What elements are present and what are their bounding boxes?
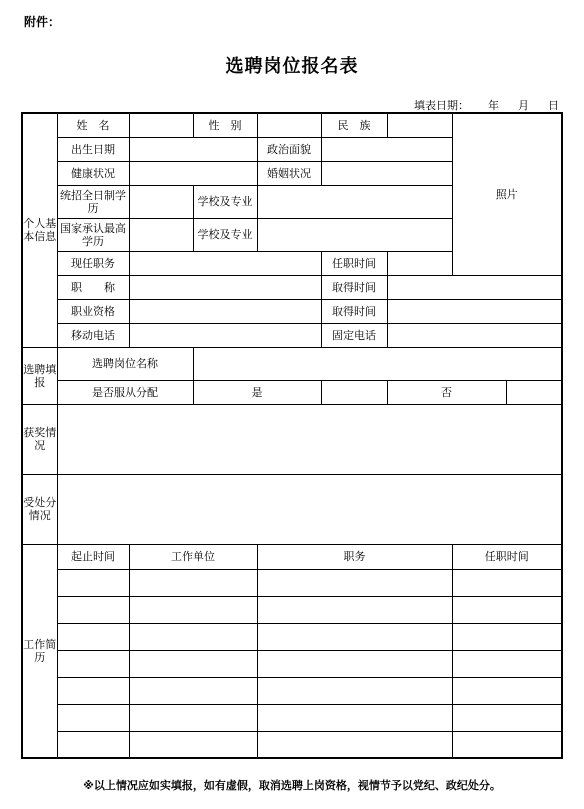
work-employer-cell[interactable]	[129, 677, 257, 704]
work-row	[22, 677, 562, 704]
ethnicity-label: 民 族	[321, 113, 387, 137]
recognized-edu-value[interactable]	[129, 218, 193, 251]
work-row	[22, 623, 562, 650]
work-appointment-time-cell[interactable]	[452, 731, 562, 758]
work-employer-cell[interactable]	[129, 731, 257, 758]
work-header-period: 起止时间	[57, 544, 129, 569]
marital-status-label: 婚姻状况	[257, 161, 321, 185]
fill-date-year: 年	[488, 99, 499, 112]
discipline-value[interactable]	[57, 474, 562, 544]
form-title: 选聘岗位报名表	[225, 56, 359, 77]
work-employer-cell[interactable]	[129, 704, 257, 731]
accept-no-label: 否	[387, 380, 506, 404]
health-label: 健康状况	[57, 161, 129, 185]
health-value[interactable]	[129, 161, 257, 185]
work-position-cell[interactable]	[257, 623, 452, 650]
accept-no-box[interactable]	[506, 380, 562, 404]
school-major-value-2[interactable]	[257, 218, 452, 251]
appointment-time-value[interactable]	[387, 251, 562, 275]
work-row	[22, 731, 562, 758]
work-period-cell[interactable]	[57, 650, 129, 677]
landline-value[interactable]	[387, 323, 562, 347]
work-header-employer: 工作单位	[129, 544, 257, 569]
work-appointment-time-cell[interactable]	[452, 569, 562, 596]
section-application: 选聘填报	[22, 347, 57, 404]
section-discipline: 受处分情况	[22, 474, 57, 544]
work-row	[22, 569, 562, 596]
work-appointment-time-cell[interactable]	[452, 650, 562, 677]
school-major-label-2: 学校及专业	[193, 218, 257, 251]
work-position-cell[interactable]	[257, 704, 452, 731]
work-employer-cell[interactable]	[129, 623, 257, 650]
school-major-value-1[interactable]	[257, 185, 452, 218]
name-label: 姓 名	[57, 113, 129, 137]
work-appointment-time-cell[interactable]	[452, 596, 562, 623]
political-status-label: 政治面貌	[257, 137, 321, 161]
mobile-label: 移动电话	[57, 323, 129, 347]
obtain-time-label-2: 取得时间	[321, 299, 387, 323]
mobile-value[interactable]	[129, 323, 321, 347]
recognized-edu-label: 国家承认最高学历	[57, 218, 129, 251]
work-appointment-time-cell[interactable]	[452, 623, 562, 650]
fill-date	[414, 97, 559, 113]
work-appointment-time-cell[interactable]	[452, 677, 562, 704]
fulltime-edu-label: 统招全日制学 历	[57, 185, 129, 218]
awards-value[interactable]	[57, 404, 562, 474]
footnote: ※以上情况应如实填报，如有虚假，取消选聘上岗资格，视情节予以党纪、政纪处分。	[83, 779, 501, 792]
fill-date-label: 填表日期：	[414, 99, 469, 112]
obtain-time-value-2[interactable]	[387, 299, 562, 323]
landline-label: 固定电话	[321, 323, 387, 347]
work-header-position: 职务	[257, 544, 452, 569]
work-position-cell[interactable]	[257, 677, 452, 704]
work-period-cell[interactable]	[57, 596, 129, 623]
work-period-cell[interactable]	[57, 569, 129, 596]
fill-date-month: 月	[518, 99, 529, 112]
post-name-value[interactable]	[193, 347, 562, 380]
marital-status-value[interactable]	[321, 161, 452, 185]
appointment-time-label: 任职时间	[321, 251, 387, 275]
fulltime-edu-value[interactable]	[129, 185, 193, 218]
obtain-time-label-1: 取得时间	[321, 275, 387, 299]
accept-yes-label: 是	[193, 380, 321, 404]
work-period-cell[interactable]	[57, 704, 129, 731]
work-employer-cell[interactable]	[129, 569, 257, 596]
section-awards: 获奖情况	[22, 404, 57, 474]
work-row	[22, 650, 562, 677]
work-position-cell[interactable]	[257, 731, 452, 758]
work-employer-cell[interactable]	[129, 650, 257, 677]
work-position-cell[interactable]	[257, 569, 452, 596]
work-row	[22, 596, 562, 623]
title-rank-label: 职 称	[57, 275, 129, 299]
work-position-cell[interactable]	[257, 596, 452, 623]
qualification-value[interactable]	[129, 299, 321, 323]
section-personal: 个人基本信息	[22, 113, 57, 347]
work-employer-cell[interactable]	[129, 596, 257, 623]
current-position-value[interactable]	[129, 251, 321, 275]
accept-yes-box[interactable]	[321, 380, 387, 404]
political-status-value[interactable]	[321, 137, 452, 161]
work-appointment-time-cell[interactable]	[452, 704, 562, 731]
birth-date-label: 出生日期	[57, 137, 129, 161]
work-row	[22, 704, 562, 731]
work-period-cell[interactable]	[57, 731, 129, 758]
work-period-cell[interactable]	[57, 623, 129, 650]
attachment-label: 附件：	[24, 15, 61, 29]
accept-assignment-label: 是否服从分配	[57, 380, 193, 404]
post-name-label: 选聘岗位名称	[57, 347, 193, 380]
title-rank-value[interactable]	[129, 275, 321, 299]
fill-date-day: 日	[548, 99, 559, 112]
qualification-label: 职业资格	[57, 299, 129, 323]
birth-date-value[interactable]	[129, 137, 257, 161]
registration-form-table	[21, 112, 563, 759]
ethnicity-value[interactable]	[387, 113, 452, 137]
school-major-label-1: 学校及专业	[193, 185, 257, 218]
name-value[interactable]	[129, 113, 193, 137]
work-header-appointment-time: 任职时间	[452, 544, 562, 569]
current-position-label: 现任职务	[57, 251, 129, 275]
obtain-time-value-1[interactable]	[387, 275, 562, 299]
gender-label: 性 别	[193, 113, 257, 137]
gender-value[interactable]	[257, 113, 321, 137]
work-period-cell[interactable]	[57, 677, 129, 704]
photo-box[interactable]: 照片	[452, 113, 562, 275]
section-work: 工作简历	[22, 544, 57, 758]
work-position-cell[interactable]	[257, 650, 452, 677]
